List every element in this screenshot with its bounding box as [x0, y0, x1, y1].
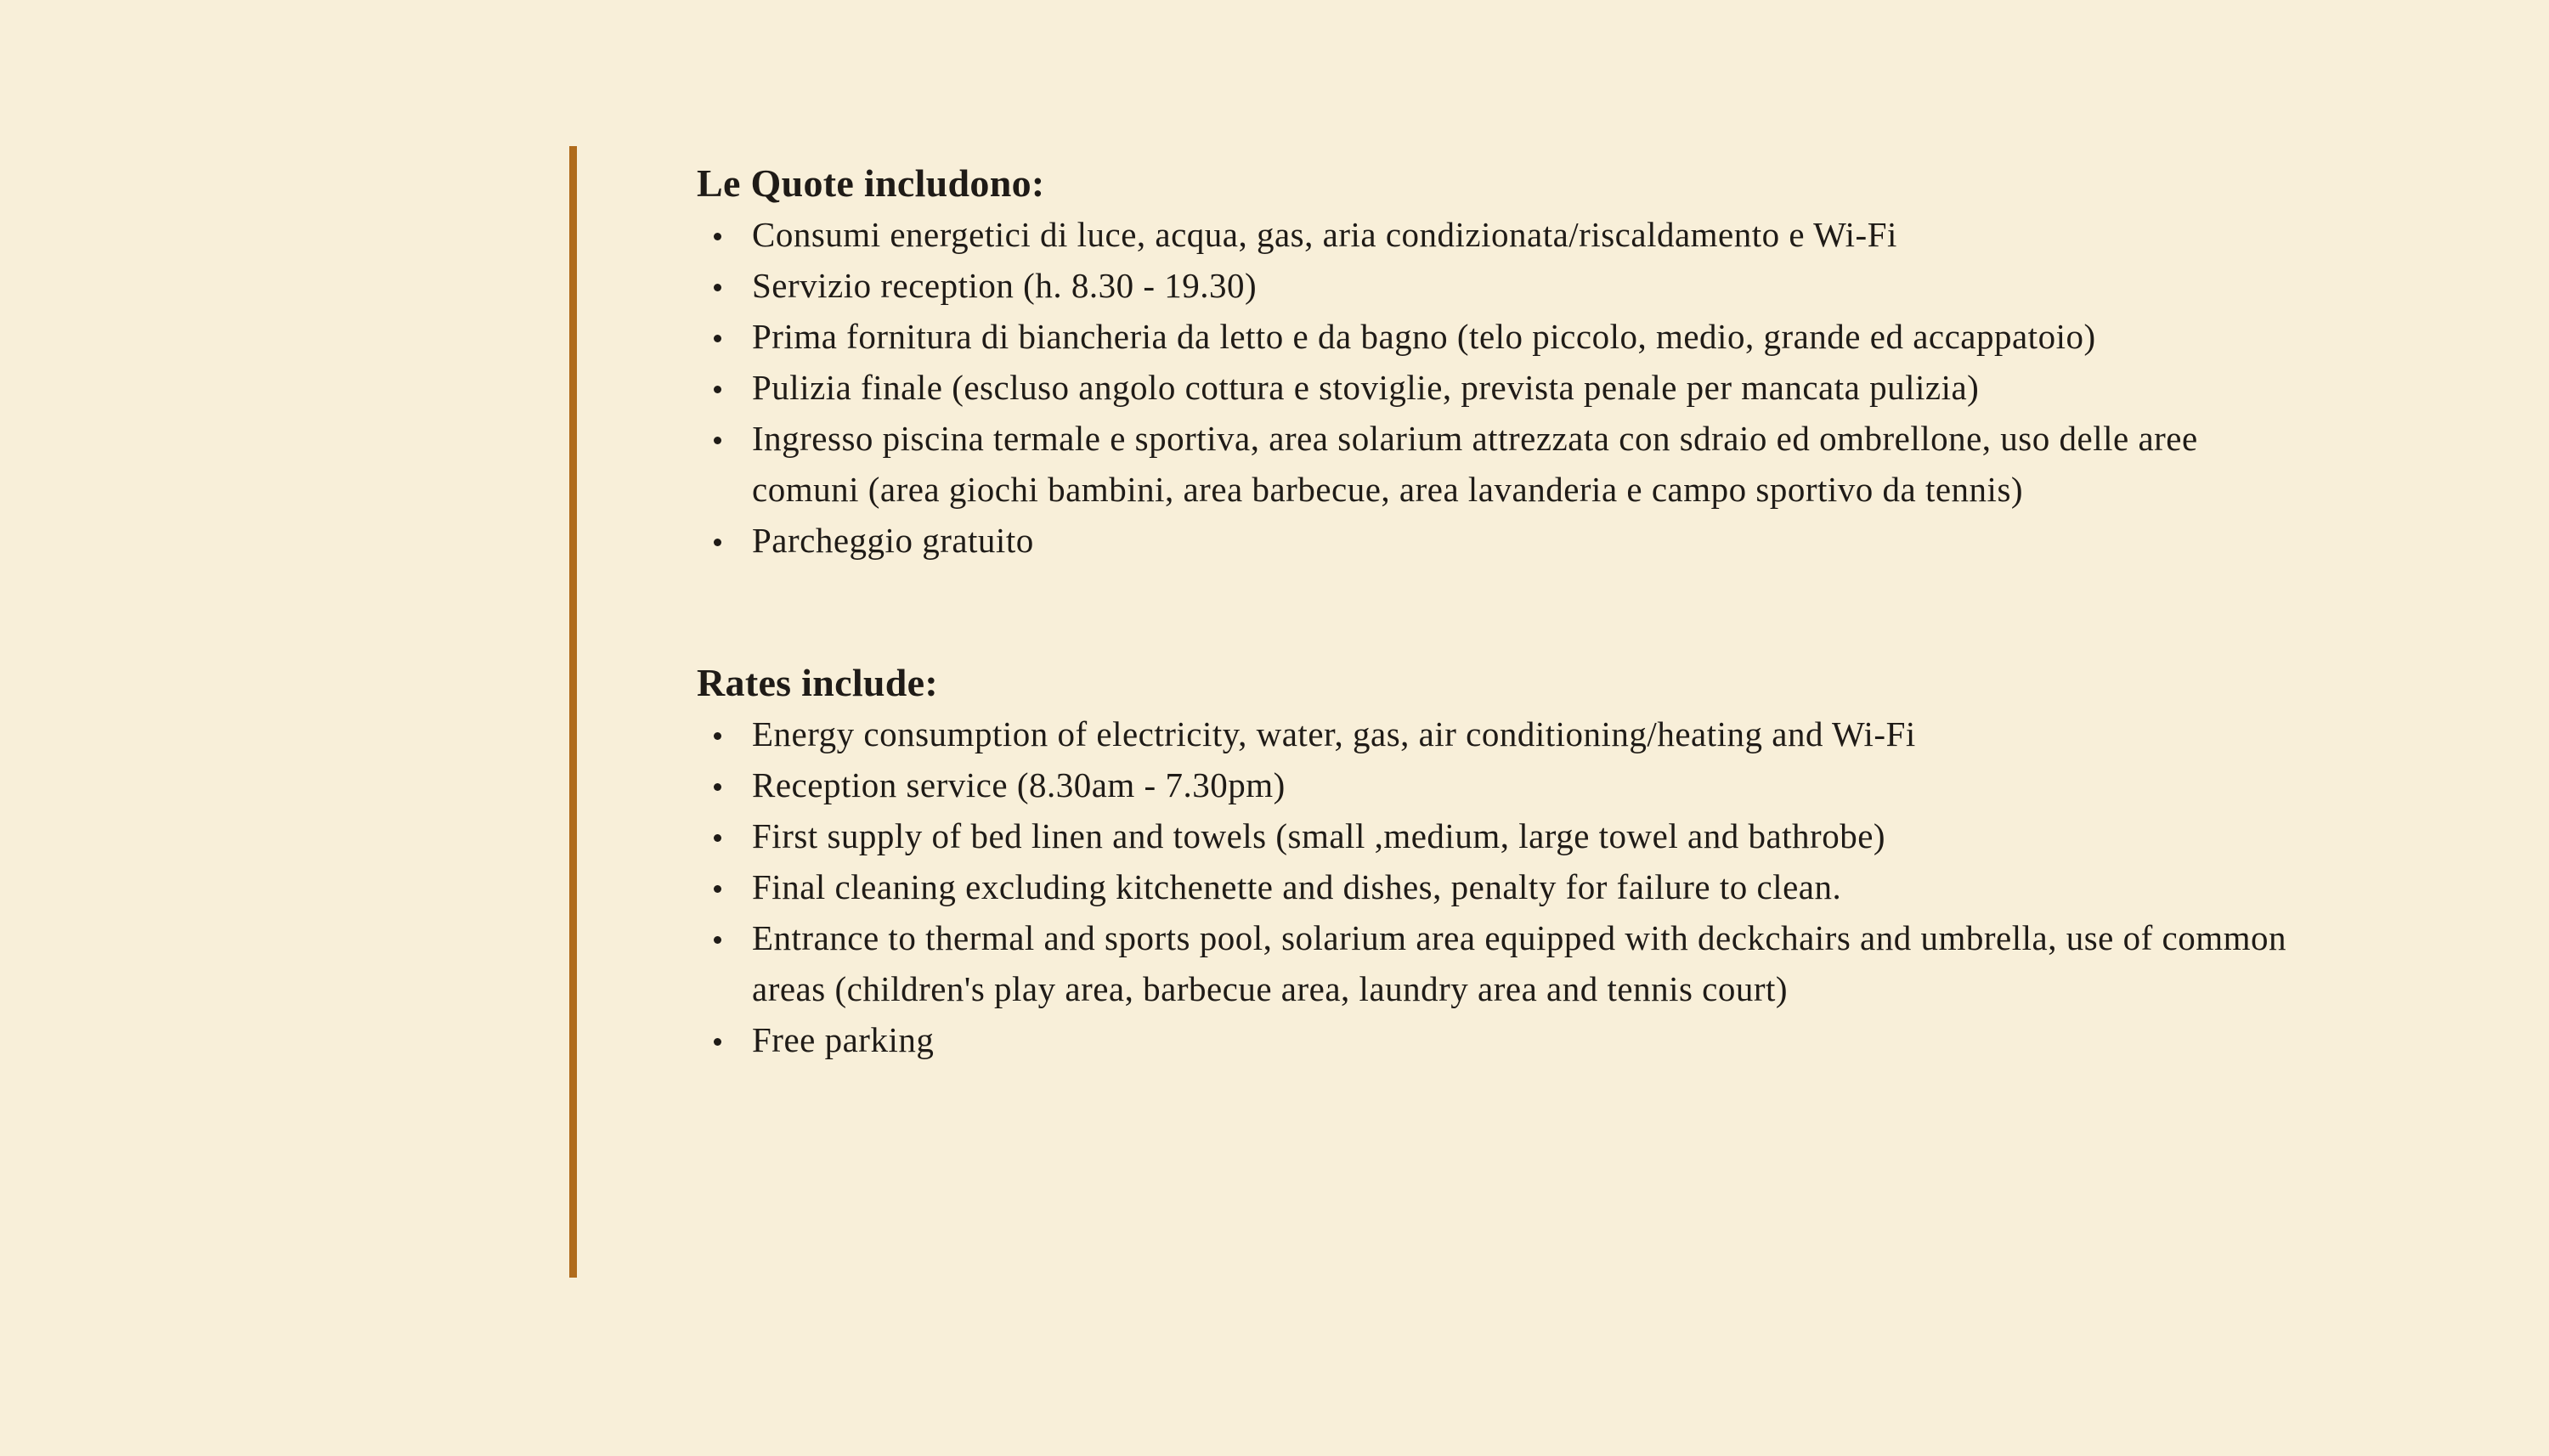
list-item: Free parking — [697, 1014, 2311, 1065]
list-item: Final cleaning excluding kitchenette and dishes, penalty for failure to clean. — [697, 861, 2311, 912]
section-title-italian: Le Quote includono: — [697, 161, 1045, 205]
list-item: First supply of bed linen and towels (small ,medium, large towel and bathrobe) — [697, 810, 2311, 861]
list-item: Pulizia finale (escluso angolo cottura e stoviglie, prevista penale per mancata pulizia) — [697, 362, 2311, 413]
accent-bar — [569, 146, 577, 1278]
italian-inclusions-list — [697, 209, 2311, 566]
list-item: Ingresso piscina termale e sportiva, area solarium attrezzata con sdraio ed ombrellone, uso delle aree comuni (area giochi bambini, area barbecue, area lavanderia e campo sportivo da tennis) — [697, 413, 2311, 515]
list-item: Servizio reception (h. 8.30 - 19.30) — [697, 260, 2311, 311]
list-item: Entrance to thermal and sports pool, solarium area equipped with deckchairs and umbrella, use of common areas (children's play area, barbecue area, laundry area and tennis court) — [697, 912, 2311, 1014]
list-item: Consumi energetici di luce, acqua, gas, aria condizionata/riscaldamento e Wi-Fi — [697, 209, 2311, 260]
list-item: Parcheggio gratuito — [697, 515, 2311, 566]
list-item: Prima fornitura di biancheria da letto e da bagno (telo piccolo, medio, grande ed accappatoio) — [697, 311, 2311, 362]
list-item: Reception service (8.30am - 7.30pm) — [697, 759, 2311, 810]
section-english — [697, 657, 2311, 1065]
list-item: Energy consumption of electricity, water, gas, air conditioning/heating and Wi-Fi — [697, 708, 2311, 759]
english-inclusions-list — [697, 708, 2311, 1065]
section-title-english: Rates include: — [697, 661, 939, 704]
section-italian — [697, 158, 2311, 566]
rates-content — [697, 158, 2311, 1065]
